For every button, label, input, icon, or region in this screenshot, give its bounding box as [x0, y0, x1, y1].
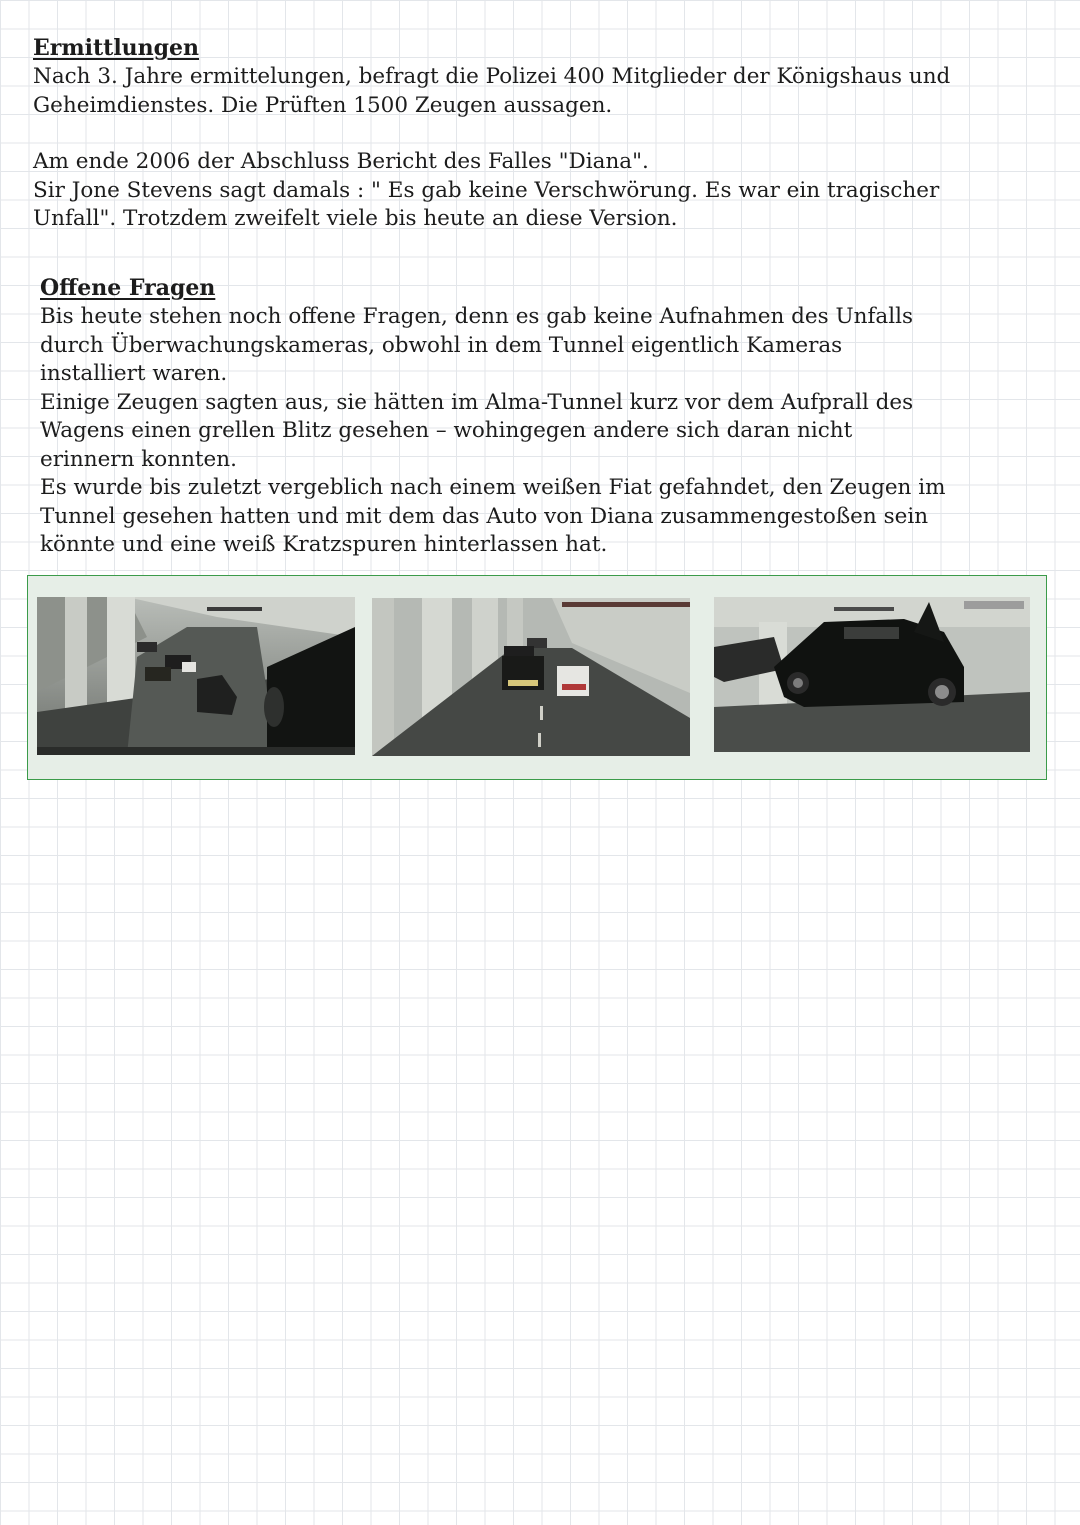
tunnel-photo-2: [372, 598, 690, 756]
tunnel-photo-1: [37, 597, 355, 755]
section-offene-fragen: [40, 273, 1040, 560]
image-strip: [27, 575, 1047, 780]
paragraph-offene-fragen-1: Bis heute stehen noch offene Fragen, denn es gab keine Aufnahmen des Unfalls durch Überwachungskameras, obwohl in dem Tunnel eigentlich Kameras installiert waren.: [40, 304, 914, 386]
tunnel-photo-3: [714, 597, 1030, 752]
section-ermittlungen: [33, 33, 1043, 234]
paragraph-ermittlungen-1: Nach 3. Jahre ermittelungen, befragt die Polizei 400 Mitglieder der Königshaus und Geheimdienstes. Die Prüften 1500 Zeugen aussagen.: [33, 64, 951, 118]
paragraph-offene-fragen-3: Es wurde bis zuletzt vergeblich nach einem weißen Fiat gefahndet, den Zeugen im Tunnel gesehen hatten und mit dem das Auto von Diana zusammengestoßen sein könnte und eine weiß Kratzspuren hinterlassen hat.: [40, 475, 946, 557]
paragraph-ermittlungen-2: Am ende 2006 der Abschluss Bericht des Falles "Diana". Sir Jone Stevens sagt damals : " Es gab keine Verschwörung. Es war ein tragischer Unfall". Trotzdem zweifelt viele bis heute an diese Version.: [33, 149, 940, 231]
heading-offene-fragen: Offene Fragen: [40, 275, 216, 301]
paragraph-offene-fragen-2: Einige Zeugen sagten aus, sie hätten im Alma-Tunnel kurz vor dem Aufprall des Wagens einen grellen Blitz gesehen – wohingegen andere sich daran nicht erinnern konnten.: [40, 389, 914, 472]
heading-ermittlungen: Ermittlungen: [33, 35, 200, 61]
